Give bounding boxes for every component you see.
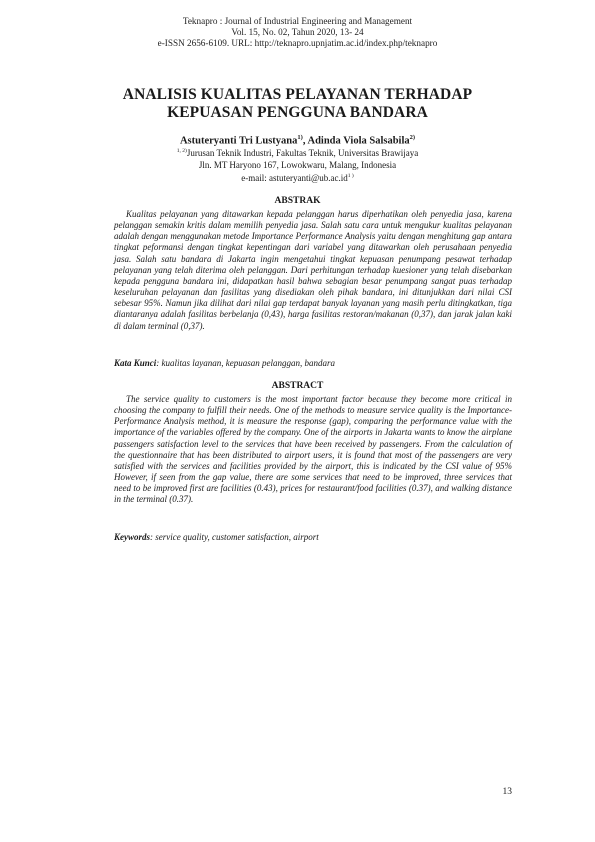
journal-header [0, 16, 595, 49]
journal-volume: Vol. 15, No. 02, Tahun 2020, 13- 24 [231, 27, 364, 37]
keywords-values: : service quality, customer satisfaction, airport [150, 532, 319, 542]
page-number: 13 [502, 787, 512, 797]
author-2: Adinda Viola Salsabila [307, 135, 410, 147]
affiliation-sup: 1, 2) [176, 148, 187, 154]
affiliation-institution: Jurusan Teknik Industri, Fakultas Teknik, Universitas Brawijaya [186, 148, 419, 158]
kata-kunci-values: : kualitas layanan, kepuasan pelanggan, bandara [156, 358, 335, 368]
abstrak-body: Kualitas pelayanan yang ditawarkan kepada pelanggan harus diperhatikan oleh penyedia jasa, karena pelanggan semakin kritis dalam memilih penyedia jasa. Salah satu cara untuk mengukur kualitas pelayanan adalah dengan menggunakan metode Importance Performance Analysis yaitu dengan menghitung gap antara tingkat peformansi dengan tingkat kepentingan dari variabel yang ditawarkan oleh perusahaan penyedia jasa. Salah satu bandara di Jakarta ingin mengetahui tingkat kepuasan penumpang pesawat terhadap pelayanan yang telah diterima oleh pelanggan. Dari perhitungan terhadap kuesioner yang telah disebarkan kepada pengguna bandara ini, didapatkan hasil bahwa sebagian besar penumpang sangat puas terhadap keseluruhan pelayanan dan fasilitas yang disediakan oleh pihak bandara, ini ditunjukkan dari nilai CSI sebesar 95%. Namun jika dilihat dari nilai gap terdapat banyak layanan yang masih perlu ditingkatkan, tiga diantaranya adalah fasilitas berbelanja (0,43), harga fasilitas restoran/makanan (0,37), dan jarak jalan kaki di dalam terminal (0,37). [114, 209, 512, 331]
affiliation-address: Jln. MT Haryono 167, Lowokwaru, Malang, Indonesia [198, 159, 397, 170]
abstract-heading: ABSTRACT [271, 381, 324, 391]
title-line-2: KEPUASAN PENGGUNA BANDARA [167, 103, 428, 121]
author-separator: , [302, 135, 308, 147]
affiliation-block [0, 146, 595, 185]
title-line-1: ANALISIS KUALITAS PELAYANAN TERHADAP [122, 86, 473, 103]
affiliation-email: e-mail: astuteryanti@ub.ac.id [241, 173, 348, 184]
abstract-body: The service quality to customers is the most important factor because they become more critical in choosing the company to fulfill their needs. One of the methods to measure service quality is the Importance-Performance Analysis method, it is measure the response (gap), comparing the performance value with the importance of the variables offered by the company. One of the airports in Jakarta wants to know the airplane passengers satisfaction level to the services that have been received by passengers. From the calculation of the questionnaire that has been distributed to airport users, it is found that most of the passengers are very satisfied with the services and facilities provided by the airport, this is indicated by the CSI value of 95% However, if seen from the gap value, there are some services that need to be improved, three services that need to be improved first are facilities (0.43), prices for restaurant/food facilities (0.37), and walking distance in the terminal (0.37). [114, 394, 512, 505]
kata-kunci [114, 358, 512, 369]
author-1-sup: 1) [297, 134, 303, 141]
keywords-label: Keywords [114, 532, 150, 542]
author-2-sup: 2) [409, 134, 416, 141]
kata-kunci-label: Kata Kunci [114, 358, 157, 368]
paper-title [60, 86, 535, 121]
author-1: Astuteryanti Tri Lustyana [179, 135, 298, 147]
email-sup: 1 ) [347, 173, 354, 180]
journal-name: Teknapro : Journal of Industrial Engineering and Management [182, 16, 413, 26]
journal-url: e-ISSN 2656-6109. URL: http://teknapro.upnjatim.ac.id/index.php/teknapro [157, 38, 438, 48]
abstrak-heading: ABSTRAK [274, 196, 321, 206]
keywords [114, 532, 512, 543]
